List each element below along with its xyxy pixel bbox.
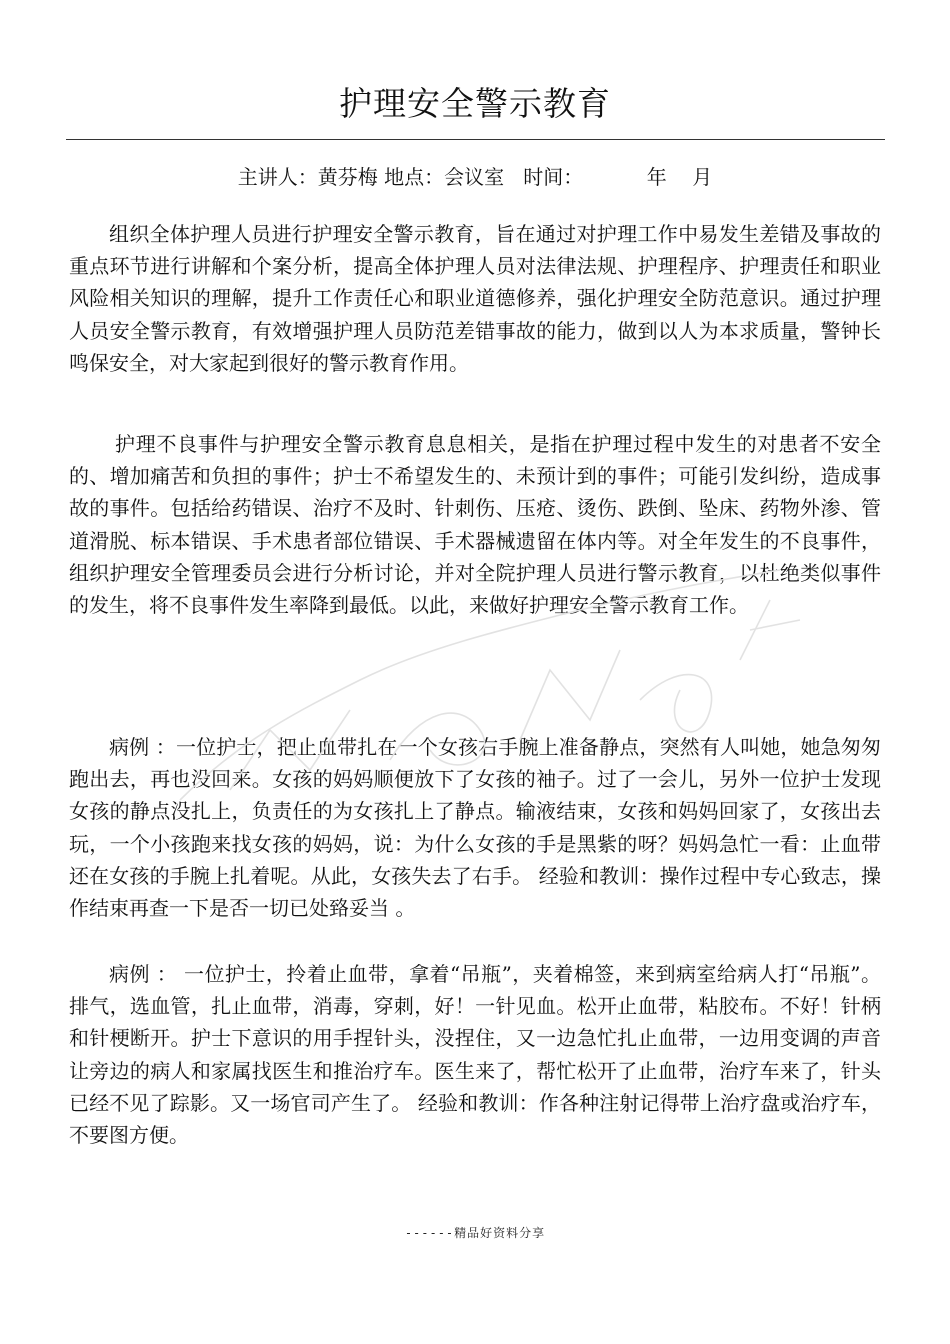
lecture-meta <box>0 162 950 192</box>
meta-time: 时间： <box>523 165 584 189</box>
meta-speaker: 主讲人：黄芬梅 <box>237 165 378 189</box>
meta-year: 年 <box>646 165 667 189</box>
case-study-2-paragraph: 病例 ： 一位护士，拎着止血带，拿着“吊瓶”，夹着棉签，来到病室给病人打“吊瓶”。排气，选血管，扎止血带，消毒，穿刺，好！一针见血。松开止血带，粘胶布。不好！针柄和针梗断开。护士下意识的用手捏针头，没捏住，又一边急忙扎止血带，一边用变调的声音让旁边的病人和家属找医生和推治疗车。医生来了，帮忙松开了止血带，治疗车来了，针头已经不见了踪影。又一场官司产生了。 经验和教训：作各种注射记得带上治疗盘或治疗车，不要图方便。 <box>69 962 881 1148</box>
meta-month: 月 <box>692 165 713 189</box>
intro-paragraph: 组织全体护理人员进行护理安全警示教育，旨在通过对护理工作中易发生差错及事故的重点环节进行讲解和个案分析，提高全体护理人员对法律法规、护理程序、护理责任和职业风险相关知识的理解，提升工作责任心和职业道德修养，强化护理安全防范意识。通过护理人员安全警示教育，有效增强护理人员防范差错事故的能力，做到以人为本求质量，警钟长鸣保安全，对大家起到很好的警示教育作用。 <box>69 222 881 375</box>
case-study-1-paragraph: 病例 ：一位护士，把止血带扎在一个女孩右手腕上准备静点，突然有人叫她，她急匆匆跑出去，再也没回来。女孩的妈妈顺便放下了女孩的袖子。过了一会儿，另外一位护士发现女孩的静点没扎上，负责任的为女孩扎上了静点。输液结束，女孩和妈妈回家了，女孩出去玩，一个小孩跑来找女孩的妈妈，说：为什么女孩的手是黑紫的呀？妈妈急忙一看：止血带还在女孩的手腕上扎着呢。从此，女孩失去了右手。 经验和教训：操作过程中专心致志，操作结束再查一下是否一切已处臵妥当 。 <box>69 735 881 921</box>
meta-location: 地点：会议室 <box>384 165 505 189</box>
adverse-events-paragraph: 护理不良事件与护理安全警示教育息息相关，是指在护理过程中发生的对患者不安全的、增加痛苦和负担的事件；护士不希望发生的、未预计到的事件；可能引发纠纷，造成事故的事件。包括给药错误、治疗不及时、针刺伤、压疮、烫伤、跌倒、坠床、药物外渗、管道滑脱、标本错误、手术患者部位错误、手术器械遗留在体内等。对全年发生的不良事件，组织护理安全管理委员会进行分析讨论，并对全院护理人员进行警示教育，以杜绝类似事件的发生，将不良事件发生率降到最低。以此，来做好护理安全警示教育工作。 <box>69 432 881 618</box>
footer-note: ------精品好资料分享 <box>404 1226 546 1240</box>
document-title: 护理安全警示教育 <box>339 84 611 123</box>
title-divider <box>66 139 885 140</box>
